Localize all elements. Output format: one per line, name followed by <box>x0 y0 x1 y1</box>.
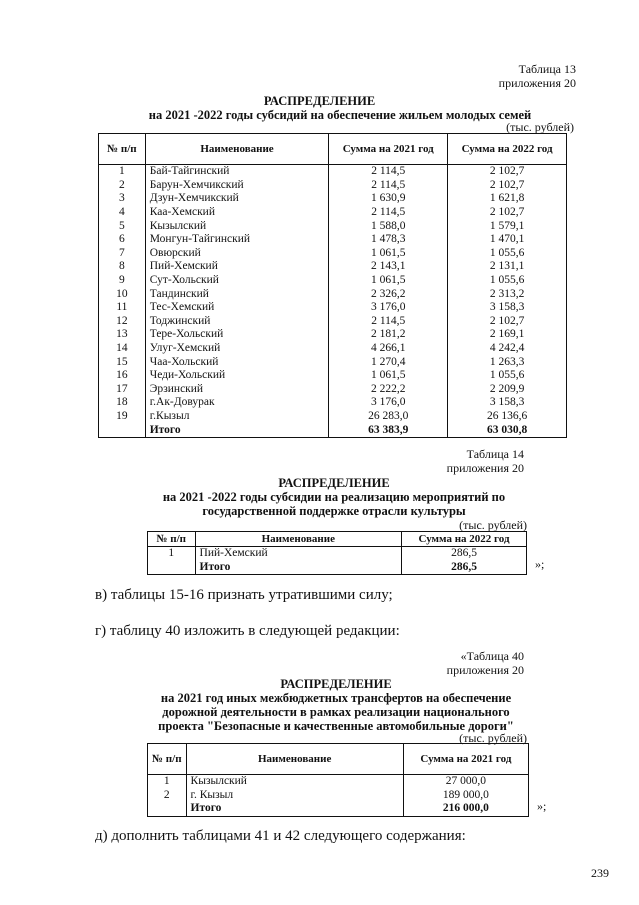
table40-header-2021: Сумма на 2021 год <box>403 744 528 775</box>
table-cell: Тоджинский <box>145 315 329 329</box>
table40-subtitle-line1: на 2021 год иных межбюджетных трансфертов на обеспечение <box>160 691 512 705</box>
table-total-cell <box>148 802 187 816</box>
table-cell: 1 <box>99 165 146 179</box>
paragraph-v: в) таблицы 15-16 признать утратившими силу; <box>95 587 393 603</box>
table-cell: 2 102,7 <box>448 315 567 329</box>
table14-header-name: Наименование <box>195 532 402 547</box>
table-row <box>99 179 567 193</box>
table-cell: Пий-Хемский <box>195 547 402 561</box>
table-cell: 2 114,5 <box>329 206 448 220</box>
table-cell: 1 621,8 <box>448 192 567 206</box>
table-cell: Монгун-Тайгинский <box>145 233 329 247</box>
table-cell: 18 <box>99 396 146 410</box>
table-cell: Тере-Хольский <box>145 328 329 342</box>
table-cell: Овюрский <box>145 247 329 261</box>
paragraph-d: д) дополнить таблицами 41 и 42 следующего содержания: <box>95 828 466 844</box>
table-cell: 3 158,3 <box>448 396 567 410</box>
table-cell: 3 <box>99 192 146 206</box>
table-cell: 1 061,5 <box>329 247 448 261</box>
table-total-cell: 216 000,0 <box>403 802 528 816</box>
table-cell: 2 326,2 <box>329 287 448 301</box>
table40-ref-line1: «Таблица 40 <box>460 649 524 663</box>
table13-header-2021: Сумма на 2021 год <box>329 134 448 165</box>
table-cell: Кызылский <box>145 219 329 233</box>
table-row <box>99 369 567 383</box>
table-total-cell: Итого <box>145 423 329 437</box>
table-cell: 1 061,5 <box>329 274 448 288</box>
table40-subtitle-line2: дорожной деятельности в рамках реализации национального <box>162 705 510 719</box>
table-cell: 1 630,9 <box>329 192 448 206</box>
table-cell: 2 143,1 <box>329 260 448 274</box>
table-row <box>99 410 567 424</box>
table-cell: Каа-Хемский <box>145 206 329 220</box>
table-cell: 2 <box>99 179 146 193</box>
table-row <box>99 315 567 329</box>
table40-ref-line2: приложения 20 <box>446 663 524 677</box>
table-cell: 9 <box>99 274 146 288</box>
table40-units: (тыс. рублей) <box>459 731 527 745</box>
table-cell: 2 <box>148 789 187 803</box>
table13-ref-line1: Таблица 13 <box>518 62 576 76</box>
table-cell: 27 000,0 <box>403 775 528 789</box>
table-total-cell: 286,5 <box>402 561 527 575</box>
table-cell: 1 061,5 <box>329 369 448 383</box>
table-cell: 13 <box>99 328 146 342</box>
table-row <box>99 192 567 206</box>
table-cell: Эрзинский <box>145 383 329 397</box>
table-cell: 2 181,2 <box>329 328 448 342</box>
table13-header-2022: Сумма на 2022 год <box>448 134 567 165</box>
table-row <box>99 247 567 261</box>
table13-subtitle: на 2021 -2022 годы субсидий на обеспечение жильем молодых семей <box>148 108 532 122</box>
table40-header-num: № п/п <box>148 744 187 775</box>
table14-title: РАСПРЕДЕЛЕНИЕ <box>278 476 390 490</box>
table14-subtitle-line1: на 2021 -2022 годы субсидии на реализацию мероприятий по <box>162 490 506 504</box>
table-row <box>99 301 567 315</box>
table13-ref-line2: приложения 20 <box>498 76 576 90</box>
table-cell: 1 <box>148 547 196 561</box>
table-cell: 2 131,1 <box>448 260 567 274</box>
table-cell: 17 <box>99 383 146 397</box>
table-cell: 19 <box>99 410 146 424</box>
table-total-cell: 63 383,9 <box>329 423 448 437</box>
table-row <box>148 775 529 789</box>
table-cell: 6 <box>99 233 146 247</box>
table14-units: (тыс. рублей) <box>459 518 527 532</box>
table-total-cell <box>99 423 146 437</box>
table-cell: 2 102,7 <box>448 179 567 193</box>
table-cell: 2 114,5 <box>329 179 448 193</box>
table-cell: 4 242,4 <box>448 342 567 356</box>
table-cell: 1 263,3 <box>448 355 567 369</box>
table-row <box>99 260 567 274</box>
table-row <box>99 165 567 179</box>
table-row <box>99 233 567 247</box>
table-row <box>99 383 567 397</box>
table-row <box>99 328 567 342</box>
table-cell: г.Кызыл <box>145 410 329 424</box>
table-row <box>99 206 567 220</box>
table-cell: 3 176,0 <box>329 301 448 315</box>
table-cell: 286,5 <box>402 547 527 561</box>
table-cell: 8 <box>99 260 146 274</box>
table-cell: 1 478,3 <box>329 233 448 247</box>
table-cell: 2 169,1 <box>448 328 567 342</box>
table-row <box>99 274 567 288</box>
table-cell: 1 <box>148 775 187 789</box>
table-cell: 5 <box>99 219 146 233</box>
table-total-row <box>148 561 527 575</box>
table13 <box>98 133 567 438</box>
table14-subtitle-line2: государственной поддержке отрасли культуры <box>202 504 466 518</box>
table-cell: 10 <box>99 287 146 301</box>
table-total-cell <box>148 561 196 575</box>
table-cell: 3 158,3 <box>448 301 567 315</box>
table-row <box>99 219 567 233</box>
table-cell: Чаа-Хольский <box>145 355 329 369</box>
table40-subtitle-line3: проекта "Безопасные и качественные автомобильные дороги" <box>158 719 514 733</box>
table14-closing-quote: »; <box>535 557 545 571</box>
table-cell: 2 313,2 <box>448 287 567 301</box>
table-cell: 1 055,6 <box>448 274 567 288</box>
table14-ref-line2: приложения 20 <box>446 461 524 475</box>
table-cell: г.Ак-Довурак <box>145 396 329 410</box>
table-cell: 7 <box>99 247 146 261</box>
table-cell: 1 470,1 <box>448 233 567 247</box>
table-cell: Барун-Хемчикский <box>145 179 329 193</box>
table-cell: 189 000,0 <box>403 789 528 803</box>
table40 <box>147 743 529 817</box>
table-cell: Сут-Хольский <box>145 274 329 288</box>
paragraph-g: г) таблицу 40 изложить в следующей редакции: <box>95 623 400 639</box>
table-cell: Чеди-Хольский <box>145 369 329 383</box>
table-cell: Кызылский <box>186 775 403 789</box>
table-cell: 4 266,1 <box>329 342 448 356</box>
table14 <box>147 531 527 575</box>
table-cell: Бай-Тайгинский <box>145 165 329 179</box>
table-cell: Тес-Хемский <box>145 301 329 315</box>
table-cell: 1 579,1 <box>448 219 567 233</box>
page-number: 239 <box>591 866 609 880</box>
table-cell: 26 283,0 <box>329 410 448 424</box>
table-cell: 11 <box>99 301 146 315</box>
table-cell: 2 114,5 <box>329 315 448 329</box>
table-cell: Тандинский <box>145 287 329 301</box>
table-cell: 12 <box>99 315 146 329</box>
table-cell: г. Кызыл <box>186 789 403 803</box>
table-row <box>99 342 567 356</box>
table-cell: 2 222,2 <box>329 383 448 397</box>
table-total-cell: Итого <box>195 561 402 575</box>
table-cell: 1 588,0 <box>329 219 448 233</box>
table-total-cell: 63 030,8 <box>448 423 567 437</box>
table-cell: 1 270,4 <box>329 355 448 369</box>
table14-header-2022: Сумма на 2022 год <box>402 532 527 547</box>
table-cell: Дзун-Хемчикский <box>145 192 329 206</box>
table-cell: Пий-Хемский <box>145 260 329 274</box>
table13-units: (тыс. рублей) <box>506 120 574 134</box>
table-total-cell: Итого <box>186 802 403 816</box>
table-row <box>99 355 567 369</box>
table-cell: 4 <box>99 206 146 220</box>
table14-ref-line1: Таблица 14 <box>466 447 524 461</box>
table-cell: Улуг-Хемский <box>145 342 329 356</box>
table-row <box>99 287 567 301</box>
table-cell: 16 <box>99 369 146 383</box>
table13-title: РАСПРЕДЕЛЕНИЕ <box>263 94 376 108</box>
table-total-row <box>99 423 567 437</box>
table-total-row <box>148 802 529 816</box>
table-cell: 14 <box>99 342 146 356</box>
table-row <box>99 396 567 410</box>
table-row <box>148 789 529 803</box>
table-cell: 2 209,9 <box>448 383 567 397</box>
table-cell: 2 114,5 <box>329 165 448 179</box>
table13-header-num: № п/п <box>99 134 146 165</box>
table-cell: 26 136,6 <box>448 410 567 424</box>
table14-header-num: № п/п <box>148 532 196 547</box>
table-cell: 3 176,0 <box>329 396 448 410</box>
table40-title: РАСПРЕДЕЛЕНИЕ <box>280 677 392 691</box>
table-cell: 1 055,6 <box>448 247 567 261</box>
table-cell: 15 <box>99 355 146 369</box>
table-cell: 1 055,6 <box>448 369 567 383</box>
table40-header-name: Наименование <box>186 744 403 775</box>
table-cell: 2 102,7 <box>448 206 567 220</box>
table-cell: 2 102,7 <box>448 165 567 179</box>
table-row <box>148 547 527 561</box>
table40-closing-quote: »; <box>537 799 547 813</box>
table13-header-name: Наименование <box>145 134 329 165</box>
